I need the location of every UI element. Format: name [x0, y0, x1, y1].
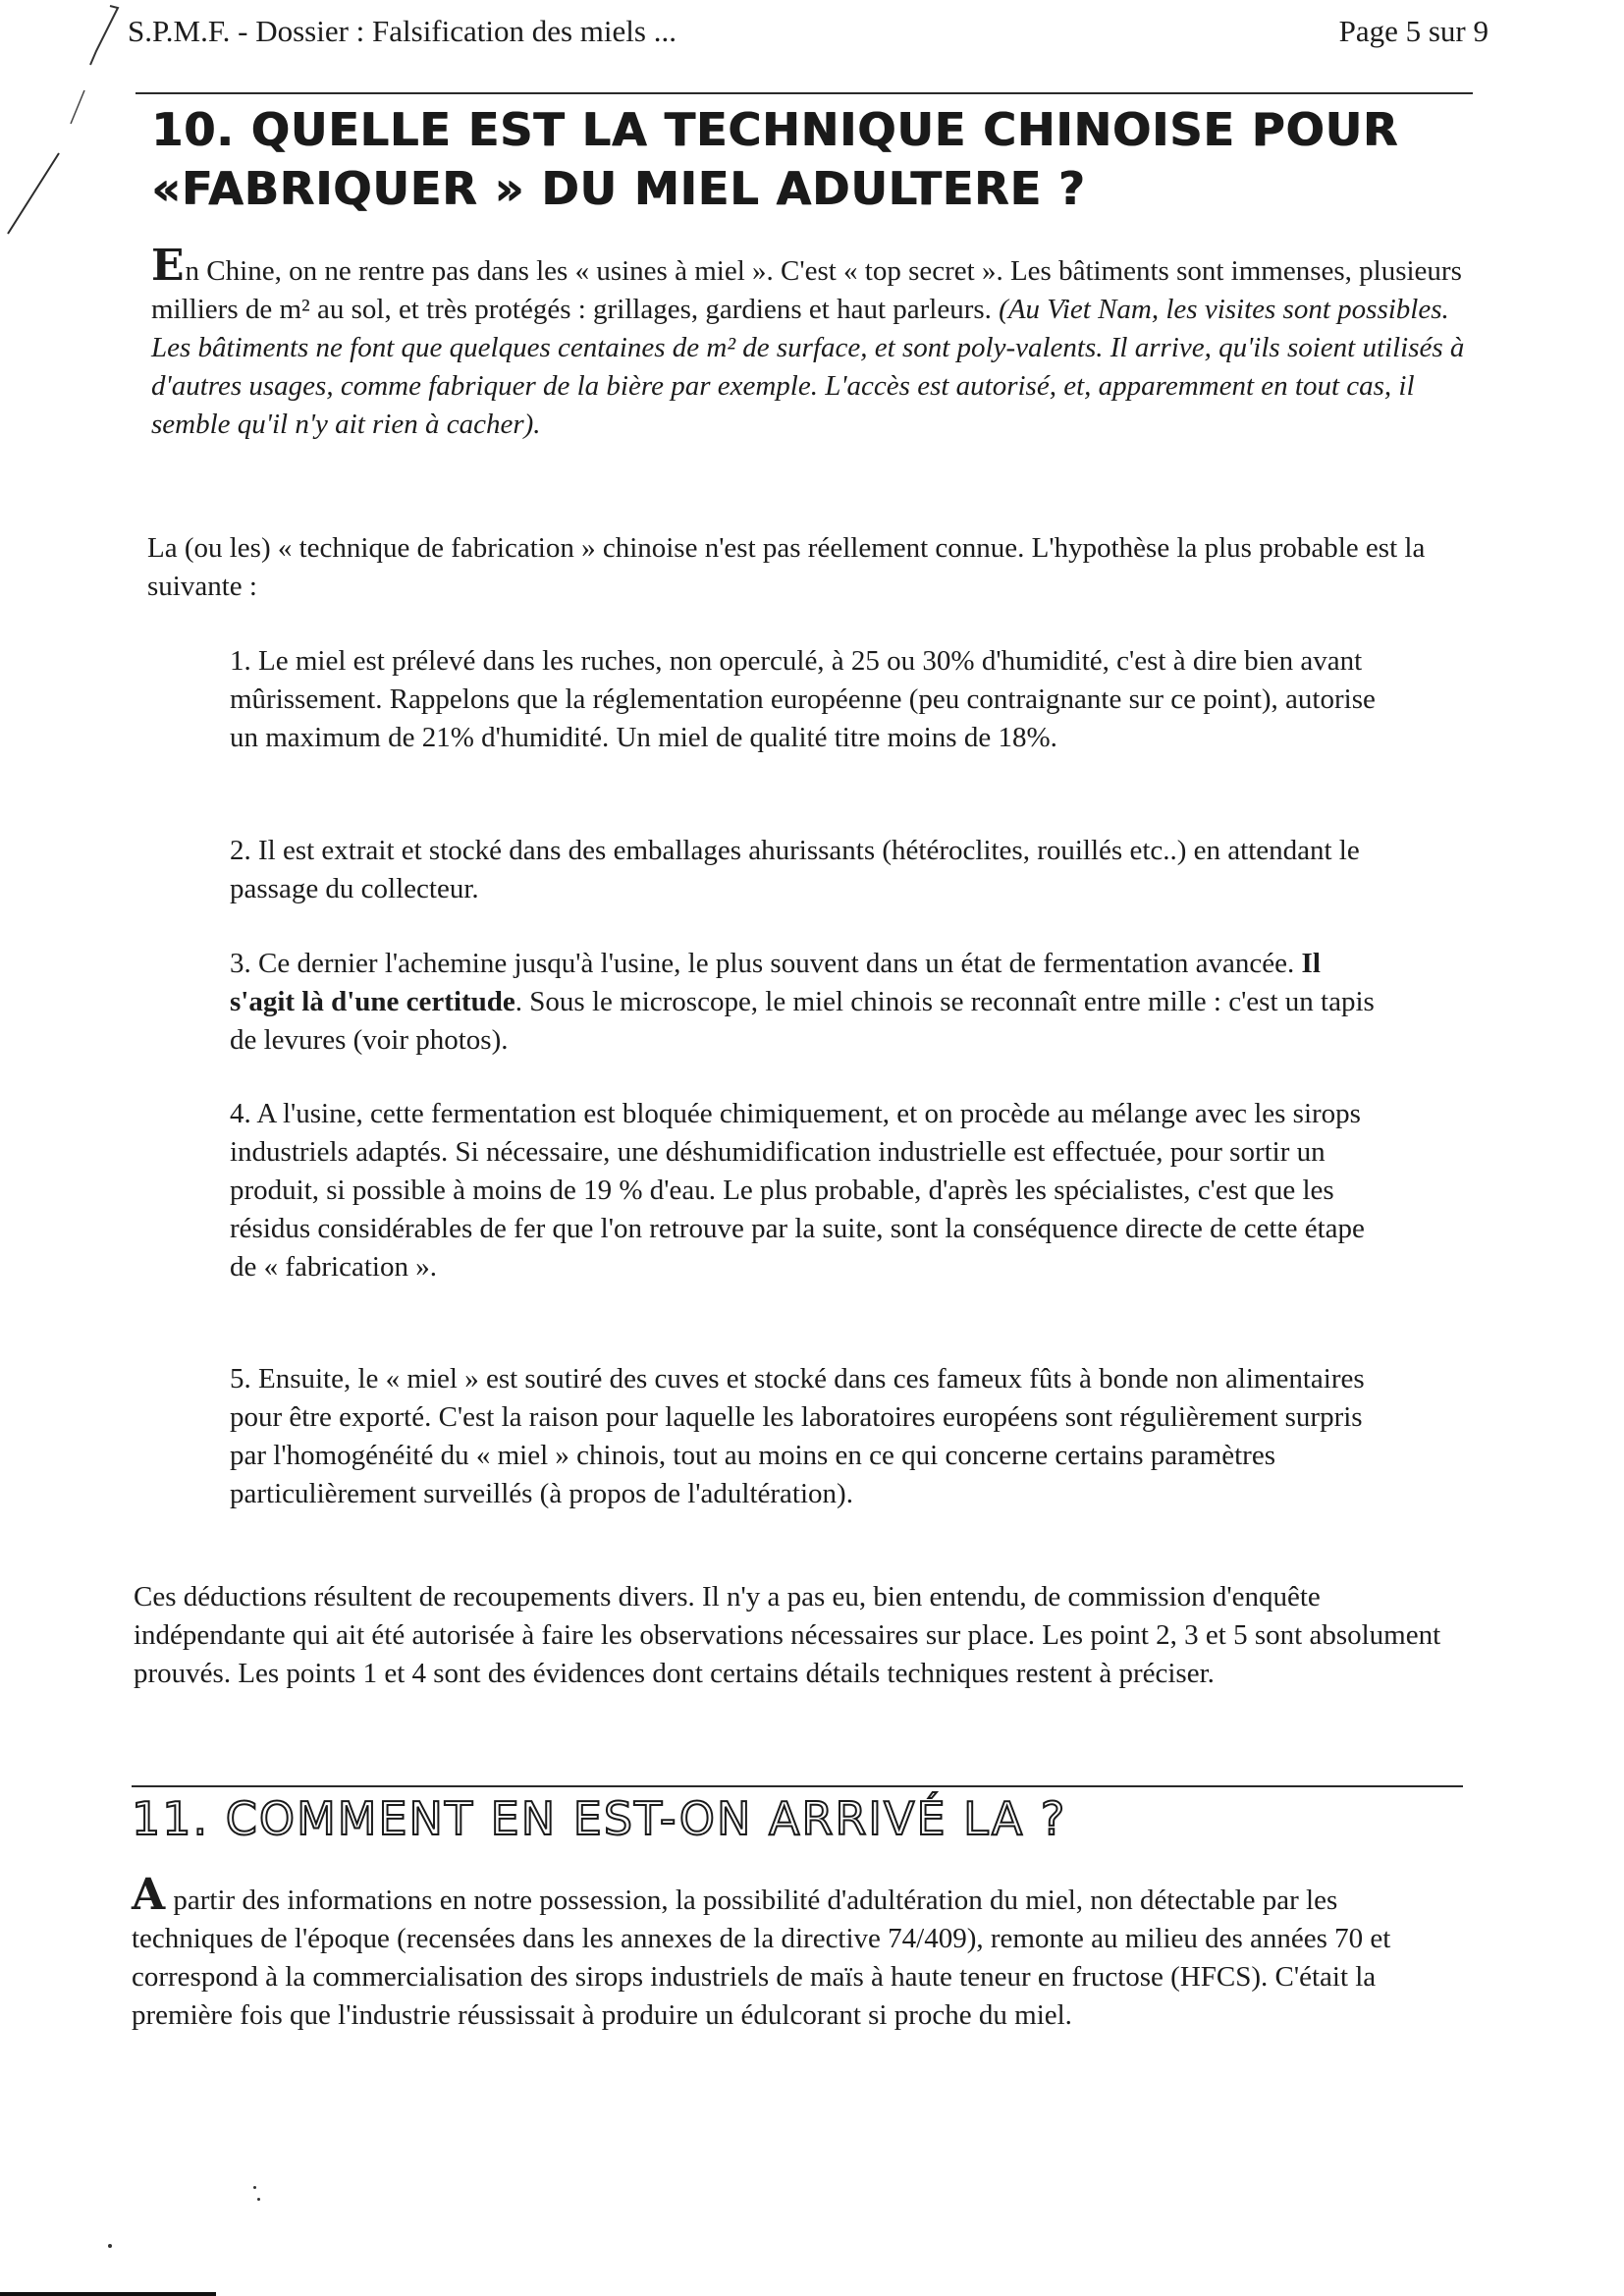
list-item: 1. Le miel est prélevé dans les ruches, non operculé, à 25 ou 30% d'humidité, c'est à dire bien avant mûrissement. Rappelons que la réglementation européenne (peu contraignante sur ce point), autorise un maximum de 21% d'humidité. Un miel de qualité titre moins de 18%.: [230, 645, 1376, 753]
drop-cap: E: [151, 241, 185, 291]
page-header: [128, 8, 1489, 55]
section-10-heading: [151, 100, 1428, 218]
top-divider: [135, 92, 1473, 94]
document-title: S.P.M.F. - Dossier : Falsification des miels ...: [128, 14, 677, 48]
section-10-conclusion: Ces déductions résultent de recoupements divers. Il n'y a pas eu, bien entendu, de commission d'enquête indépendante qui ait été autorisée à faire les observations nécessaires sur place. Les point 2, 3 et 5 sont absolument prouvés. Les points 1 et 4 sont des évidences dont certains détails techniques restent à préciser.: [134, 1581, 1441, 1689]
section-10-heading-line-2: «FABRIQUER » DU MIEL ADULTERE ?: [151, 162, 1086, 215]
page-number: Page 5 sur 9: [1338, 14, 1489, 48]
scan-edge-line: [0, 2292, 216, 2296]
list-item: 2. Il est extrait et stocké dans des emballages ahurissants (hétéroclites, rouillés etc..) en attendant le passage du collecteur.: [230, 835, 1360, 904]
scan-speck: [257, 2198, 260, 2201]
section-10-heading-line-1: 10. QUELLE EST LA TECHNIQUE CHINOISE POUR: [151, 103, 1399, 156]
item-3-text-start: 3. Ce dernier l'achemine jusqu'à l'usine, le plus souvent dans un état de fermentation avancée.: [230, 948, 1302, 979]
scan-speck: [108, 2244, 112, 2248]
drop-cap: A: [132, 1870, 166, 1920]
section-11-heading: 11. COMMENT EN EST-ON ARRIVÉ LA ?: [132, 1792, 1067, 1845]
section-10-lead: La (ou les) « technique de fabrication » chinoise n'est pas réellement connue. L'hypothèse la plus probable est la suivante :: [147, 532, 1426, 602]
item-3-bold-phrase: Il s'agit là d'une certitude: [230, 948, 1321, 1017]
item-3-text-end: . Sous le microscope, le miel chinois se reconnaît entre mille : c'est un tapis de levures (voir photos).: [230, 986, 1375, 1056]
section-divider: [132, 1785, 1463, 1787]
section-11-body: [132, 1870, 1437, 2035]
list-item: 4. A l'usine, cette fermentation est bloquée chimiquement, et on procède au mélange avec les sirops industriels adaptés. Si nécessaire, une déshumidification industrielle est effectuée, pour sortir un produit, si possible à moins de 19 % d'eau. Le plus probable, d'après les spécialistes, c'est que les résidus considérables de fer que l'on retrouve par la suite, sont la conséquence directe de cette étape de « fabrication ».: [230, 1098, 1365, 1283]
section-10-intro: [151, 241, 1467, 444]
scan-pen-mark: [0, 0, 137, 255]
scan-speck: [253, 2186, 256, 2189]
list-item: 5. Ensuite, le « miel » est soutiré des cuves et stocké dans ces fameux fûts à bonde non alimentaires pour être exporté. C'est la raison pour laquelle les laboratoires européens sont régulièrement surpris par l'homogénéité du « miel » chinois, tout au moins en ce qui concerne certains paramètres particulièrement surveillés (à propos de l'adultération).: [230, 1363, 1365, 1509]
section-11-text: partir des informations en notre possession, la possibilité d'adultération du miel, non détectable par les techniques de l'époque (recensées dans les annexes de la directive 74/409), remonte au milieu des années 70 et correspond à la commercialisation des sirops industriels de maïs à haute teneur en fructose (HFCS). C'était la première fois que l'industrie réussissait à produire un édulcorant si proche du miel.: [132, 1885, 1391, 2031]
intro-text: n Chine, on ne rentre pas dans les « usines à miel ». C'est « top secret ». Les bâtiments sont immenses, plusieurs milliers de m² au sol, et très protégés : grillages, gardiens et haut parleurs.: [151, 255, 1462, 325]
list-item: [230, 945, 1388, 1060]
intro-italic-note: (Au Viet Nam, les visites sont possibles. Les bâtiments ne font que quelques centaines de m² de surface, et sont poly-valents. Il arrive, qu'ils soient utilisés à d'autres usages, comme fabriquer de la bière par exemple. L'accès est autorisé, et, apparemment en tout cas, il semble qu'il n'y ait rien à cacher).: [151, 294, 1465, 440]
